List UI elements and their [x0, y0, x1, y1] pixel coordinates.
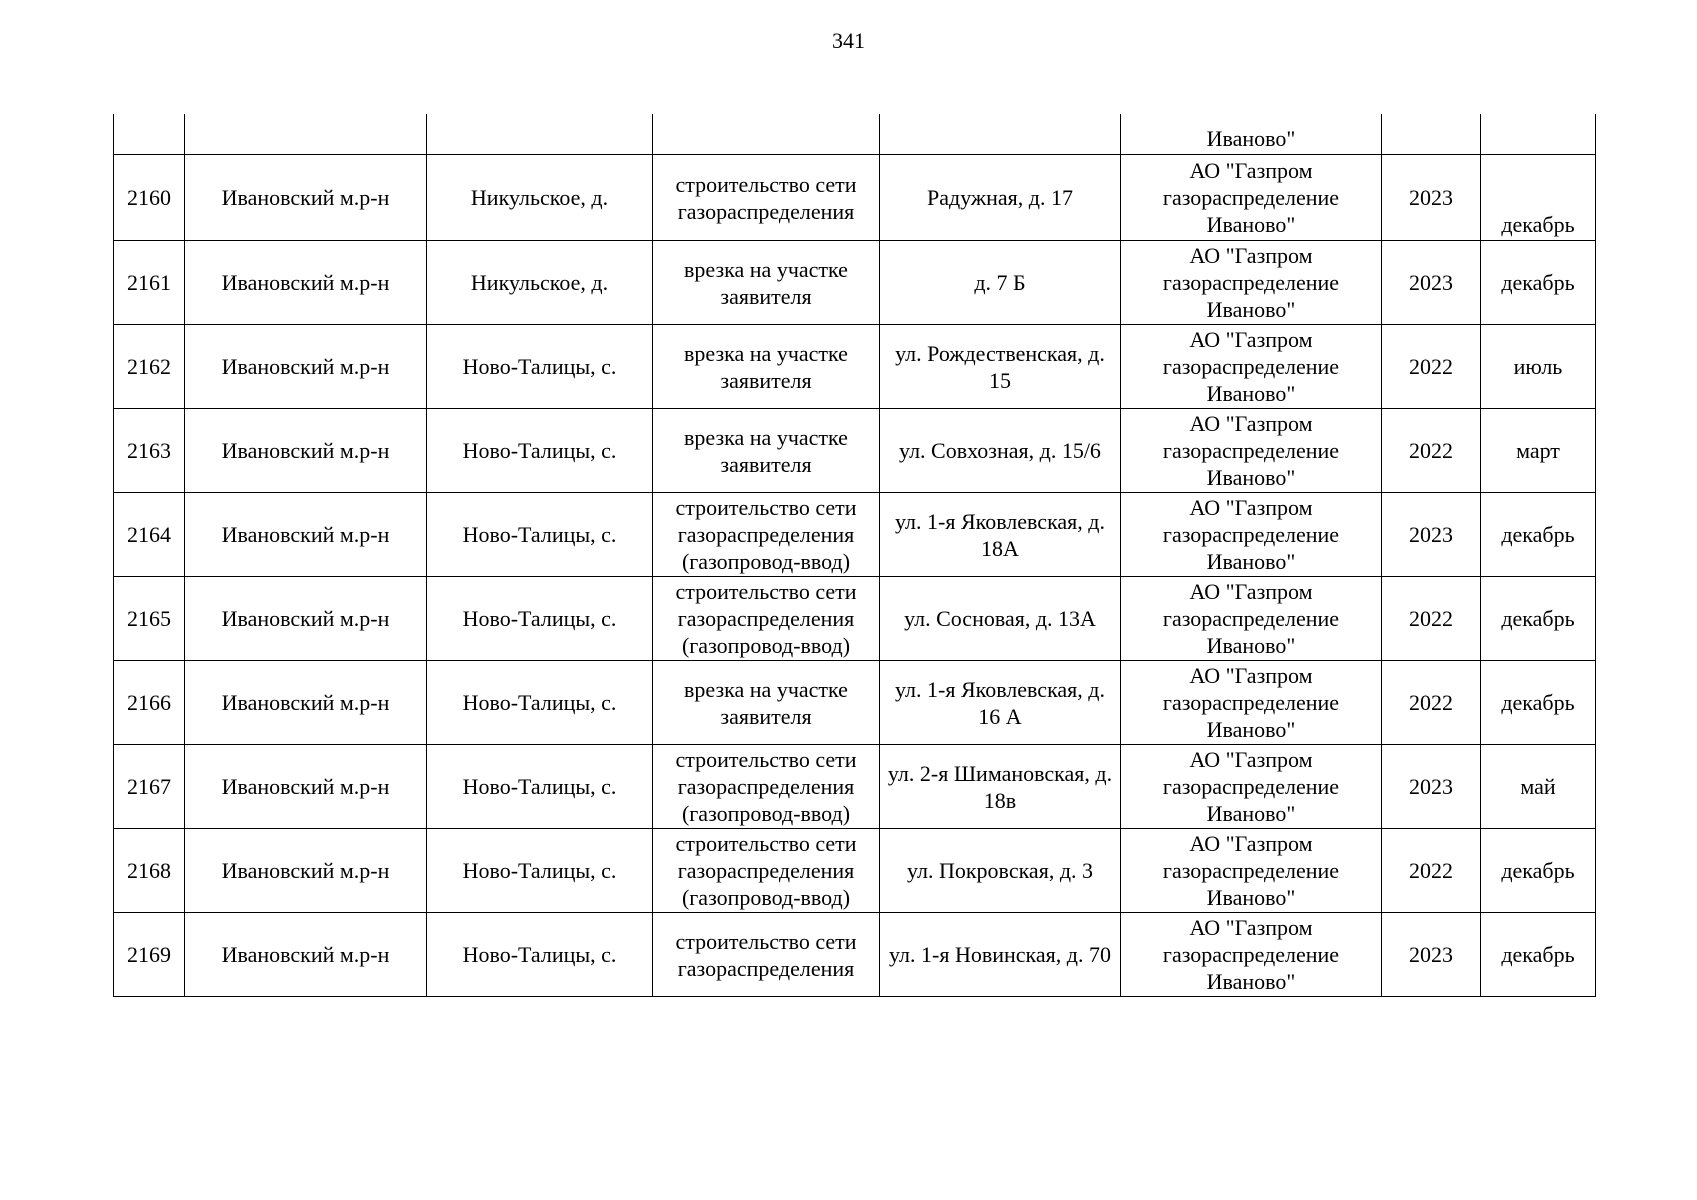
cell-month: декабрь [1481, 155, 1596, 241]
cell-month: декабрь [1481, 241, 1596, 325]
cell-month: май [1481, 745, 1596, 829]
gasification-table [113, 114, 1596, 997]
cell-district: Ивановский м.р-н [185, 493, 427, 577]
cell-work: врезка на участке заявителя [653, 409, 880, 493]
cell-organization: АО "Газпром газораспределение Иваново" [1121, 325, 1382, 409]
cell-settlement: Ново-Талицы, с. [427, 745, 653, 829]
cell-address: ул. 2-я Шимановская, д. 18в [880, 745, 1121, 829]
cell-settlement: Ново-Талицы, с. [427, 913, 653, 997]
cell-work: врезка на участке заявителя [653, 661, 880, 745]
cell-district: Ивановский м.р-н [185, 745, 427, 829]
cell-district: Ивановский м.р-н [185, 155, 427, 241]
cell-organization: АО "Газпром газораспределение Иваново" [1121, 745, 1382, 829]
cell-num: 2167 [114, 745, 185, 829]
cell-settlement: Ново-Талицы, с. [427, 493, 653, 577]
cell-address: ул. Совхозная, д. 15/6 [880, 409, 1121, 493]
cell-month: декабрь [1481, 577, 1596, 661]
table-row [114, 661, 1596, 745]
cell-settlement [427, 114, 653, 155]
cell-year: 2023 [1382, 913, 1481, 997]
cell-work: врезка на участке заявителя [653, 241, 880, 325]
cell-organization: Иваново" [1121, 114, 1382, 155]
cell-num: 2168 [114, 829, 185, 913]
cell-year: 2023 [1382, 493, 1481, 577]
cell-district: Ивановский м.р-н [185, 577, 427, 661]
cell-month: декабрь [1481, 913, 1596, 997]
cell-organization: АО "Газпром газораспределение Иваново" [1121, 409, 1382, 493]
cell-num: 2164 [114, 493, 185, 577]
cell-year: 2023 [1382, 155, 1481, 241]
cell-address: Радужная, д. 17 [880, 155, 1121, 241]
cell-num [114, 114, 185, 155]
cell-settlement: Ново-Талицы, с. [427, 325, 653, 409]
table-row [114, 745, 1596, 829]
cell-work [653, 114, 880, 155]
cell-year: 2022 [1382, 577, 1481, 661]
cell-num: 2160 [114, 155, 185, 241]
cell-month: июль [1481, 325, 1596, 409]
cell-work: строительство сети газораспределения (газопровод-ввод) [653, 745, 880, 829]
cell-work: строительство сети газораспределения [653, 913, 880, 997]
cell-settlement: Ново-Талицы, с. [427, 661, 653, 745]
cell-month: декабрь [1481, 493, 1596, 577]
cell-year: 2022 [1382, 409, 1481, 493]
cell-address: ул. Сосновая, д. 13А [880, 577, 1121, 661]
cell-work: строительство сети газораспределения (газопровод-ввод) [653, 577, 880, 661]
cell-district: Ивановский м.р-н [185, 829, 427, 913]
cell-month: декабрь [1481, 661, 1596, 745]
cell-settlement: Ново-Талицы, с. [427, 577, 653, 661]
cell-num: 2169 [114, 913, 185, 997]
cell-settlement: Ново-Талицы, с. [427, 829, 653, 913]
table-row [114, 155, 1596, 241]
cell-address [880, 114, 1121, 155]
cell-district: Ивановский м.р-н [185, 661, 427, 745]
cell-address: д. 7 Б [880, 241, 1121, 325]
table-row [114, 409, 1596, 493]
page-number: 341 [832, 28, 865, 53]
cell-district: Ивановский м.р-н [185, 241, 427, 325]
cell-work: строительство сети газораспределения (газопровод-ввод) [653, 829, 880, 913]
cell-organization: АО "Газпром газораспределение Иваново" [1121, 493, 1382, 577]
cell-district: Ивановский м.р-н [185, 325, 427, 409]
cell-year: 2022 [1382, 325, 1481, 409]
cell-settlement: Никульское, д. [427, 241, 653, 325]
table-row [114, 241, 1596, 325]
cell-num: 2162 [114, 325, 185, 409]
cell-district [185, 114, 427, 155]
table-row [114, 577, 1596, 661]
cell-year: 2022 [1382, 661, 1481, 745]
cell-year [1382, 114, 1481, 155]
cell-settlement: Никульское, д. [427, 155, 653, 241]
cell-work: строительство сети газораспределения [653, 155, 880, 241]
cell-num: 2166 [114, 661, 185, 745]
cell-address: ул. Рождественская, д. 15 [880, 325, 1121, 409]
cell-num: 2165 [114, 577, 185, 661]
cell-year: 2022 [1382, 829, 1481, 913]
table-row [114, 913, 1596, 997]
table-row [114, 325, 1596, 409]
table-row [114, 829, 1596, 913]
cell-work: строительство сети газораспределения (газопровод-ввод) [653, 493, 880, 577]
cell-address: ул. 1-я Яковлевская, д. 16 А [880, 661, 1121, 745]
cell-settlement: Ново-Талицы, с. [427, 409, 653, 493]
cell-organization: АО "Газпром газораспределение Иваново" [1121, 829, 1382, 913]
table-row [114, 493, 1596, 577]
cell-organization: АО "Газпром газораспределение Иваново" [1121, 241, 1382, 325]
cell-organization: АО "Газпром газораспределение Иваново" [1121, 577, 1382, 661]
table-body [114, 114, 1596, 997]
cell-organization: АО "Газпром газораспределение Иваново" [1121, 913, 1382, 997]
cell-num: 2163 [114, 409, 185, 493]
continuation-row [114, 114, 1596, 155]
cell-num: 2161 [114, 241, 185, 325]
cell-month: март [1481, 409, 1596, 493]
cell-address: ул. 1-я Новинская, д. 70 [880, 913, 1121, 997]
cell-district: Ивановский м.р-н [185, 913, 427, 997]
cell-address: ул. 1-я Яковлевская, д. 18А [880, 493, 1121, 577]
cell-district: Ивановский м.р-н [185, 409, 427, 493]
cell-year: 2023 [1382, 241, 1481, 325]
cell-organization: АО "Газпром газораспределение Иваново" [1121, 661, 1382, 745]
cell-address: ул. Покровская, д. 3 [880, 829, 1121, 913]
cell-work: врезка на участке заявителя [653, 325, 880, 409]
cell-month: декабрь [1481, 829, 1596, 913]
cell-year: 2023 [1382, 745, 1481, 829]
cell-organization: АО "Газпром газораспределение Иваново" [1121, 155, 1382, 241]
cell-month [1481, 114, 1596, 155]
